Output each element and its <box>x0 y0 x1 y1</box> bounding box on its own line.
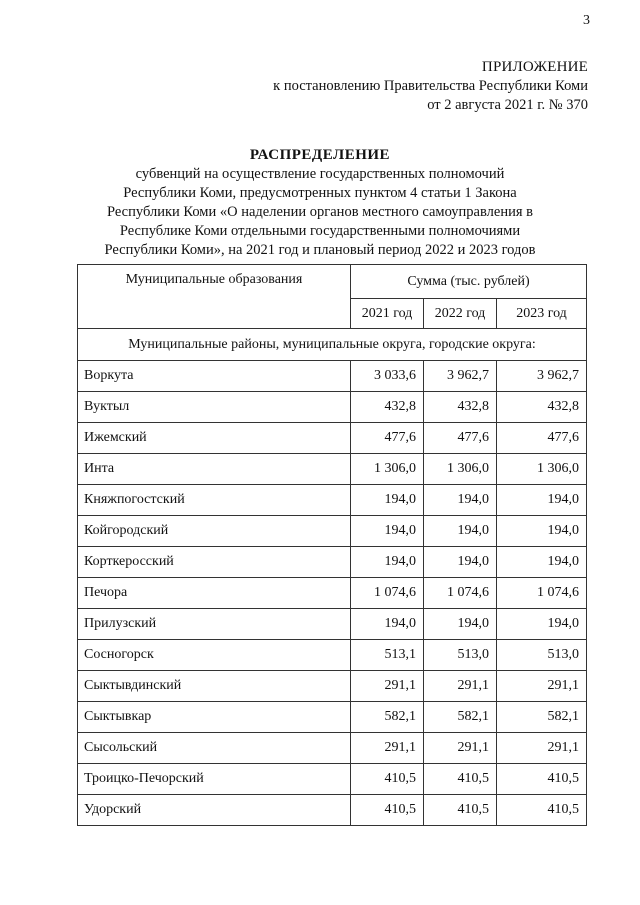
value-2021: 194,0 <box>351 547 424 578</box>
municipality-name: Сыктывдинский <box>78 671 351 702</box>
value-2022: 432,8 <box>424 392 497 423</box>
municipality-name: Сыктывкар <box>78 702 351 733</box>
value-2021: 410,5 <box>351 764 424 795</box>
municipality-name: Инта <box>78 454 351 485</box>
value-2021: 194,0 <box>351 609 424 640</box>
value-2022: 194,0 <box>424 547 497 578</box>
value-2022: 291,1 <box>424 733 497 764</box>
value-2022: 513,0 <box>424 640 497 671</box>
page-number: 3 <box>583 13 590 28</box>
value-2023: 3 962,7 <box>497 361 587 392</box>
value-2021: 291,1 <box>351 733 424 764</box>
value-2021: 1 074,6 <box>351 578 424 609</box>
value-2021: 582,1 <box>351 702 424 733</box>
header-municipalities: Муниципальные образования <box>78 265 351 329</box>
value-2022: 410,5 <box>424 764 497 795</box>
value-2023: 291,1 <box>497 671 587 702</box>
heading-line: Республики Коми», на 2021 год и плановый период 2022 и 2023 годов <box>104 242 536 258</box>
heading-line: Республике Коми отдельными государственными полномочиями <box>119 223 521 239</box>
table-row <box>78 392 587 423</box>
value-2023: 477,6 <box>497 423 587 454</box>
value-2021: 477,6 <box>351 423 424 454</box>
municipality-name: Воркута <box>78 361 351 392</box>
value-2023: 194,0 <box>497 516 587 547</box>
table-row <box>78 764 587 795</box>
heading-line: субвенций на осуществление государственных полномочий <box>135 166 505 182</box>
document-title: РАСПРЕДЕЛЕНИЕ <box>249 147 391 163</box>
value-2021: 1 306,0 <box>351 454 424 485</box>
value-2021: 513,1 <box>351 640 424 671</box>
table-row <box>78 485 587 516</box>
value-2022: 1 306,0 <box>424 454 497 485</box>
appendix-line-2: от 2 августа 2021 г. № 370 <box>427 97 588 113</box>
heading-line: Республики Коми «О наделении органов местного самоуправления в <box>107 204 533 220</box>
municipality-name: Сосногорск <box>78 640 351 671</box>
value-2023: 513,0 <box>497 640 587 671</box>
table-row <box>78 578 587 609</box>
table-row <box>78 795 587 826</box>
value-2022: 582,1 <box>424 702 497 733</box>
value-2022: 477,6 <box>424 423 497 454</box>
header-year-2021: 2021 год <box>351 299 424 329</box>
value-2021: 3 033,6 <box>351 361 424 392</box>
value-2023: 410,5 <box>497 764 587 795</box>
value-2021: 291,1 <box>351 671 424 702</box>
value-2023: 194,0 <box>497 485 587 516</box>
table-row <box>78 609 587 640</box>
value-2023: 1 306,0 <box>497 454 587 485</box>
table-row <box>78 733 587 764</box>
value-2023: 432,8 <box>497 392 587 423</box>
header-year-2023: 2023 год <box>497 299 587 329</box>
header-year-2022: 2022 год <box>424 299 497 329</box>
distribution-table <box>77 264 587 826</box>
table-row <box>78 640 587 671</box>
value-2022: 194,0 <box>424 609 497 640</box>
value-2023: 194,0 <box>497 609 587 640</box>
value-2022: 194,0 <box>424 516 497 547</box>
appendix-block <box>273 58 588 115</box>
appendix-title: ПРИЛОЖЕНИЕ <box>481 59 588 75</box>
value-2021: 432,8 <box>351 392 424 423</box>
header-sum: Сумма (тыс. рублей) <box>351 265 587 299</box>
appendix-line-1: к постановлению Правительства Республики Коми <box>273 78 588 94</box>
document-heading <box>0 146 640 260</box>
value-2021: 194,0 <box>351 485 424 516</box>
value-2022: 194,0 <box>424 485 497 516</box>
municipality-name: Троицко-Печорский <box>78 764 351 795</box>
value-2021: 194,0 <box>351 516 424 547</box>
table-row <box>78 361 587 392</box>
municipality-name: Удорский <box>78 795 351 826</box>
value-2021: 410,5 <box>351 795 424 826</box>
value-2022: 1 074,6 <box>424 578 497 609</box>
table-row <box>78 671 587 702</box>
table-row <box>78 702 587 733</box>
value-2023: 410,5 <box>497 795 587 826</box>
table-row <box>78 516 587 547</box>
value-2023: 582,1 <box>497 702 587 733</box>
heading-line: Республики Коми, предусмотренных пунктом 4 статьи 1 Закона <box>123 185 517 201</box>
municipality-name: Корткеросский <box>78 547 351 578</box>
value-2023: 194,0 <box>497 547 587 578</box>
table-row <box>78 547 587 578</box>
value-2022: 291,1 <box>424 671 497 702</box>
municipality-name: Койгородский <box>78 516 351 547</box>
section-label: Муниципальные районы, муниципальные округа, городские округа: <box>78 329 587 361</box>
value-2023: 1 074,6 <box>497 578 587 609</box>
municipality-name: Прилузский <box>78 609 351 640</box>
table-row <box>78 423 587 454</box>
municipality-name: Княжпогостский <box>78 485 351 516</box>
municipality-name: Ижемский <box>78 423 351 454</box>
municipality-name: Сысольский <box>78 733 351 764</box>
municipality-name: Вуктыл <box>78 392 351 423</box>
value-2022: 3 962,7 <box>424 361 497 392</box>
table-row <box>78 454 587 485</box>
value-2023: 291,1 <box>497 733 587 764</box>
value-2022: 410,5 <box>424 795 497 826</box>
municipality-name: Печора <box>78 578 351 609</box>
